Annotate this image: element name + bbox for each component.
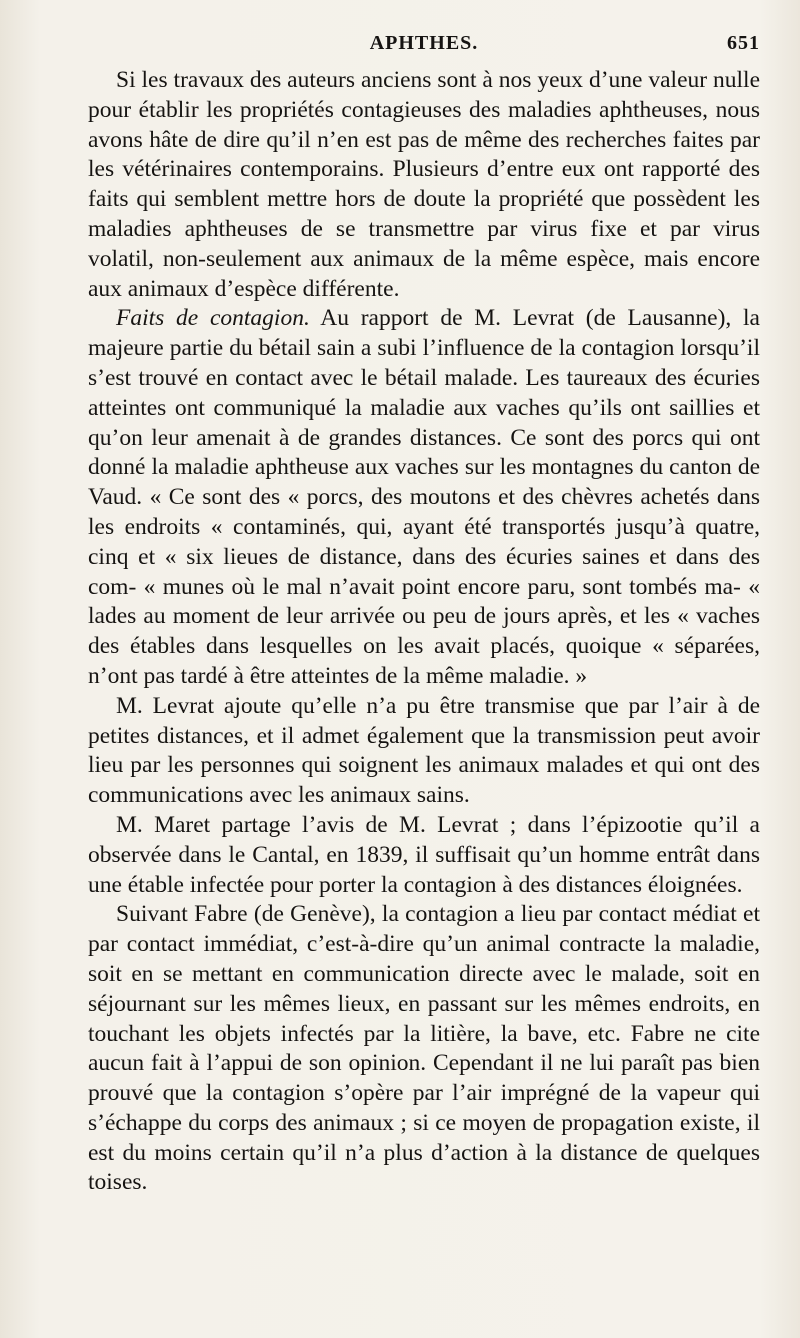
body-text	[88, 66, 760, 1198]
paragraph-text: Au rapport de M. Levrat (de Lausanne), la majeure partie du bétail sain a subi l’influence de la contagion lorsqu’il s’est trouvé en contact avec le bétail malade. Les taureaux des écuries atteintes ont communiqué la maladie aux vaches qu’ils ont saillies et qu’on leur amenait à de grandes distances. Ce sont des porcs qui ont donné la maladie aphtheuse aux vaches sur les montagnes du canton de Vaud. « Ce sont des « porcs, des moutons et des chèvres achetés dans les endroits « contaminés, qui, ayant été transportés jusqu’à quatre, cinq et « six lieues de distance, dans des écuries saines et dans des com- « munes où le mal n’avait point encore paru, sont tombés ma- « lades au moment de leur arrivée ou peu de jours après, et les « vaches des étables dans lesquelles on les avait placés, quoique « séparées, n’ont pas tardé à être atteintes de la même maladie. »	[88, 305, 760, 689]
running-title: APHTHES.	[369, 32, 479, 54]
paragraph	[88, 692, 760, 811]
paragraph	[88, 66, 760, 304]
paragraph-text: M. Maret partage l’avis de M. Levrat ; dans l’épizootie qu’il a observée dans le Cantal, en 1839, il suffisait qu’un homme entrât dans une étable infectée pour porter la contagion à des distances éloignées.	[88, 811, 760, 898]
paragraph	[88, 900, 760, 1198]
paragraph	[88, 811, 760, 900]
running-head	[88, 26, 760, 66]
paragraph-text: Si les travaux des auteurs anciens sont à nos yeux d’une valeur nulle pour établir les propriétés contagieuses des maladies aphtheuses, nous avons hâte de dire qu’il n’en est pas de même des recherches faites par les vétérinaires contemporains. Plusieurs d’entre eux ont rapporté des faits qui semblent mettre hors de doute la propriété que possèdent les maladies aphtheuses de se transmettre par virus fixe et par virus volatil, non-seulement aux animaux de la même espèce, mais encore aux animaux d’espèce différente.	[88, 67, 760, 302]
paragraph-lead-in: Faits de contagion.	[116, 305, 310, 332]
page-number: 651	[727, 32, 760, 54]
paragraph-text: Suivant Fabre (de Genève), la contagion a lieu par contact médiat et par contact immédiat, c’est-à-dire qu’un animal contracte la maladie, soit en se mettant en communication directe avec le malade, soit en séjournant sur les mêmes lieux, en passant sur les mêmes endroits, en touchant les objets infectés par la litière, la bave, etc. Fabre ne cite aucun fait à l’appui de son opinion. Cependant il ne lui paraît pas bien prouvé que la contagion s’opère par l’air imprégné de la vapeur qui s’échappe du corps des animaux ; si ce moyen de propagation existe, il est du moins certain qu’il n’a plus d’action à la distance de quelques toises.	[88, 901, 760, 1196]
paragraph-text: M. Levrat ajoute qu’elle n’a pu être transmise que par l’air à de petites distances, et il admet également que la transmission peut avoir lieu par les personnes qui soignent les animaux malades et qui ont des communications avec les animaux sains.	[88, 692, 760, 809]
paragraph	[88, 304, 760, 691]
